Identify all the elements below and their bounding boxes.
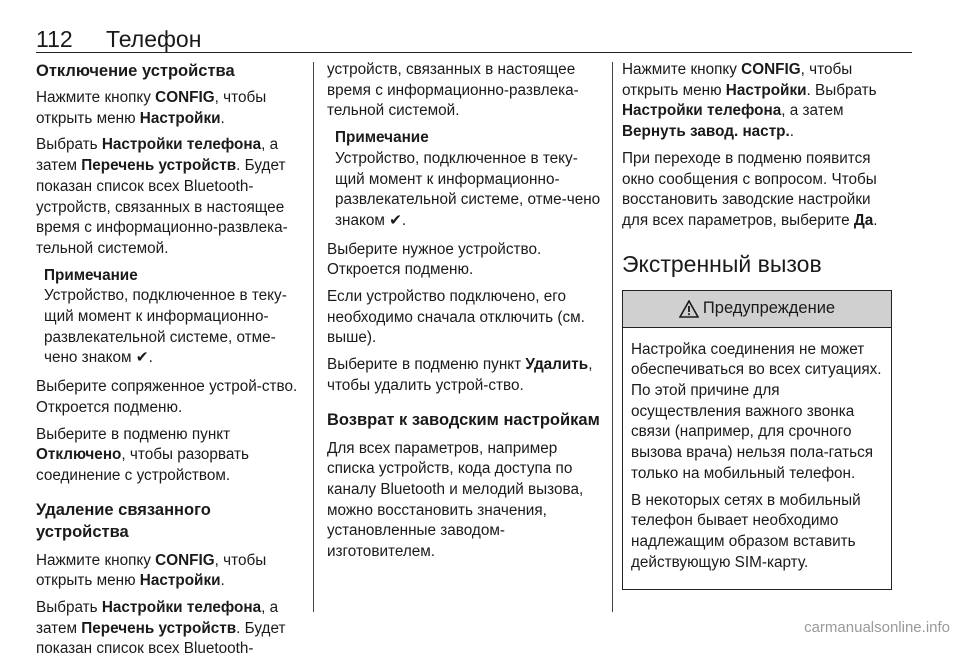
paragraph: устройств, связанных в настоящее время с информационно-развлека-тельной системой. — [327, 61, 579, 120]
paragraph: Выбрать Настройки телефона, а затем Перечень устройств. Будет показан список всех Bluetooth-устройств, связанных в настоящее время с информационно-развлека-тельной системой. — [36, 136, 288, 257]
warning-paragraph: В некоторых сетях в мобильный телефон бывает необходимо надлежащим образом вставить действующую SIM-карту. — [631, 491, 861, 571]
column-divider-2 — [612, 62, 613, 612]
paragraph: При переходе в подменю появится окно сообщения с вопросом. Чтобы восстановить заводские настройки для всех параметров, выберите Да. — [622, 149, 878, 229]
section-title-disconnect: Отключение устройства — [36, 62, 235, 80]
note-text: Устройство, подключенное в теку-щий момент к информационно-развлекательной системе, отме-чено знаком ✔. — [44, 287, 287, 367]
paragraph: Выберите сопряженное устрой-ство. Откроется подменю. — [36, 378, 298, 416]
warning-box — [622, 290, 892, 591]
column-3 — [622, 60, 892, 590]
paragraph: Нажмите кнопку CONFIG, чтобы открыть меню Настройки. Выбрать Настройки телефона, а затем Вернуть завод. настр.. — [622, 61, 877, 141]
paragraph: Нажмите кнопку CONFIG, чтобы открыть меню Настройки. — [36, 89, 267, 127]
page-header — [36, 26, 201, 53]
paragraph: Выберите в подменю пункт Удалить, чтобы удалить устрой-ство. — [327, 356, 593, 394]
paragraph: Выберите в подменю пункт Отключено, чтобы разорвать соединение с устройством. — [36, 425, 250, 484]
subsection-title-delete-device: Удаление связанного устройства — [36, 500, 211, 541]
paragraph: Для всех параметров, например списка устройств, кода доступа по каналу Bluetooth и мелодий вызова, можно восстановить значения, установленные заводом-изготовителем. — [327, 439, 584, 561]
subsection-title-factory-reset: Возврат к заводским настройкам — [327, 410, 600, 429]
column-2 — [327, 60, 607, 569]
paragraph: Выберите нужное устройство. Откроется подменю. — [327, 240, 542, 279]
note-title: Примечание — [335, 129, 429, 147]
warning-body — [623, 328, 891, 590]
column-1 — [36, 60, 306, 666]
warning-triangle-icon — [679, 300, 699, 318]
chapter-title: Телефон — [106, 26, 202, 52]
warning-header — [623, 291, 891, 328]
column-divider-1 — [313, 62, 314, 612]
warning-title: Предупреждение — [702, 299, 836, 318]
paragraph: Выбрать Настройки телефона, а затем Перечень устройств. Будет показан список всех Bluetooth- — [36, 599, 286, 658]
warning-paragraph: Настройка соединения не может обеспечиваться во всех ситуациях. По этой причине для осуществления важного звонка связи (например, для срочного вызова врача) нельзя пола-гаться только на мобильный телефон. — [631, 340, 882, 482]
note-block — [327, 128, 607, 232]
page-number: 112 — [36, 26, 73, 52]
note-title: Примечание — [44, 266, 138, 284]
section-title-emergency-call: Экстренный вызов — [622, 250, 822, 277]
paragraph: Если устройство подключено, его необходимо сначала отключить (см. выше). — [327, 288, 585, 347]
header-rule — [36, 52, 912, 53]
note-text: Устройство, подключенное в теку-щий момент к информационно-развлекательной системе, отме-чено знаком ✔. — [335, 149, 601, 229]
note-block — [36, 266, 306, 370]
paragraph: Нажмите кнопку CONFIG, чтобы открыть меню Настройки. — [36, 551, 267, 590]
watermark: carmanualsonline.info — [804, 619, 950, 636]
